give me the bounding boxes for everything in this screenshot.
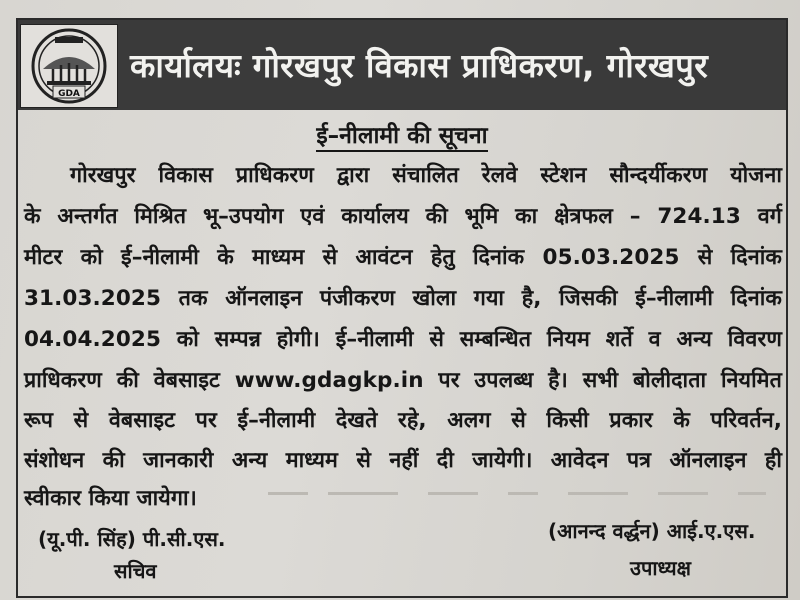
show-through-text: [268, 484, 768, 515]
vice-chairman-name: (आनन्द वर्द्धन) आई.ए.एस.: [548, 519, 756, 543]
notice-line: 31.03.2025 तक ऑनलाइन पंजीकरण खोला गया है, जिसकी ई–नीलामी दिनांक: [24, 286, 782, 311]
notice-line: स्वीकार किया जायेगा।: [24, 486, 197, 511]
bleed-through-marks: [268, 484, 768, 510]
notice-line: के अन्तर्गत मिश्रित भू–उपयोग एवं कार्यालय की भूमि का क्षेत्रफल – 724.13 वर्ग: [24, 204, 782, 229]
secretary-designation: सचिव: [114, 559, 157, 583]
gda-emblem-icon: [21, 25, 117, 107]
notice-line: प्राधिकरण की वेबसाइट www.gdagkp.in पर उपलब्ध है। सभी बोलीदाता नियमित: [24, 368, 782, 393]
gda-logo: [20, 24, 118, 108]
notice-line: संशोधन की जानकारी अन्य माध्यम से नहीं दी जायेगी। आवेदन पत्र ऑनलाइन ही: [24, 448, 782, 473]
header-band: [18, 20, 786, 110]
notice-line: मीटर को ई–नीलामी के माध्यम से आवंटन हेतु दिनांक 05.03.2025 से दिनांक: [24, 245, 782, 270]
office-title: कार्यालयः गोरखपुर विकास प्राधिकरण, गोरखपुर: [130, 46, 709, 85]
secretary-name: (यू.पी. सिंह) पी.सी.एस.: [38, 527, 226, 551]
notice-line: रूप से वेबसाइट पर ई–नीलामी देखते रहे, अलग से किसी प्रकार के परिवर्तन,: [24, 408, 782, 433]
notice-heading-text: ई–नीलामी की सूचना: [316, 123, 487, 152]
svg-text:GDA: GDA: [58, 89, 80, 99]
notice-line: गोरखपुर विकास प्राधिकरण द्वारा संचालित रेलवे स्टेशन सौन्दर्यीकरण योजना: [70, 163, 782, 188]
notice-heading: [18, 118, 786, 150]
notice-box: [16, 18, 788, 598]
vice-chairman-designation: उपाध्यक्ष: [630, 556, 691, 580]
notice-line: 04.04.2025 को सम्पन्न होगी। ई–नीलामी से सम्बन्धित नियम शर्ते व अन्य विवरण: [24, 327, 782, 352]
